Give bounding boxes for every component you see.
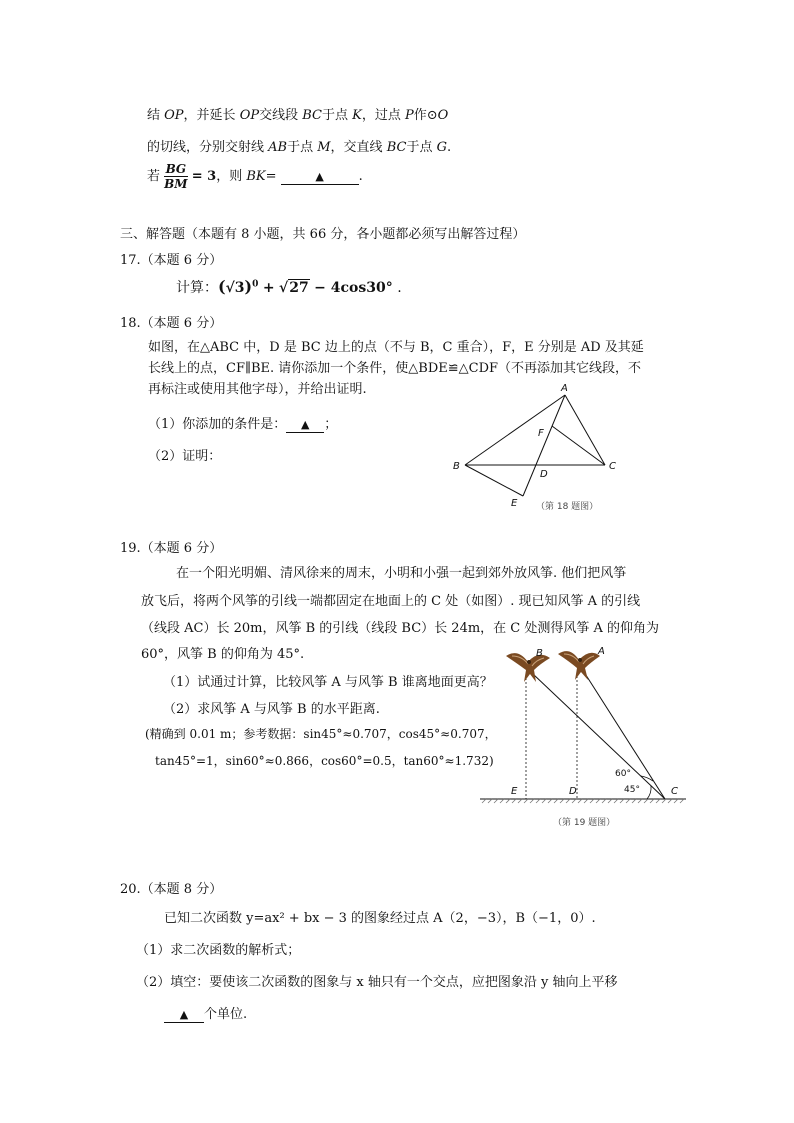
q18-text-1: 如图，在△ABC 中，D 是 BC 边上的点（不与 B，C 重合），F，E 分别是 AD 及其延 (148, 340, 644, 355)
q16-line2: 的切线，分别交射线 AB于点 M，交直线 BC于点 G. (147, 140, 452, 155)
q20-header: 20.（本题 8 分） (120, 882, 223, 897)
q19-kite-figure (478, 636, 693, 832)
q20-sub-1: （1）求二次函数的解析式； (136, 943, 301, 958)
q18-sub-1: （1）你添加的条件是： ▲ ； (148, 417, 338, 432)
q18-text-3: 再标注或使用其他字母），并给出证明. (148, 382, 367, 397)
label-point-d: D (569, 786, 577, 797)
q20-sub-2: （2）填空：要使该二次函数的图象与 x 轴只有一个交点，应把图象沿 y 轴向上平移 (136, 975, 618, 990)
q19-sub-2: （2）求风筝 A 与风筝 B 的水平距离. (163, 702, 380, 717)
label-point-c: C (671, 786, 678, 797)
label-f: F (538, 428, 544, 439)
section-3-title: 三、解答题（本题有 8 小题，共 66 分，各小题都必须写出解答过程） (120, 227, 526, 242)
kite-b-icon (506, 653, 550, 682)
label-a: A (561, 383, 568, 394)
angle-arc-45 (647, 786, 651, 799)
q17-header: 17.（本题 6 分） (120, 253, 223, 268)
answer-blank-16[interactable]: ▲ (281, 169, 359, 185)
label-kite-a: A (598, 646, 605, 657)
label-d: D (540, 469, 548, 480)
q16-condition: 若 $\frac{BG}{BM}$ = 3，则 BK= ▲ . (147, 162, 363, 191)
segment-cf (552, 426, 605, 465)
q16-line1: 结 OP，并延长 OP交线段 BC于点 K，过点 P作⊙O (147, 108, 449, 123)
q18-figure-caption: （第 18 题图） (536, 502, 599, 512)
string-bc (533, 674, 665, 799)
kite-a-icon (558, 651, 600, 680)
q19-text-4: 60°，风筝 B 的仰角为 45°. (141, 647, 305, 662)
q18-triangle-figure (440, 378, 630, 518)
string-ac (584, 672, 665, 799)
ground-hatching (482, 799, 684, 803)
segment-be (465, 465, 523, 496)
label-angle-60: 60° (615, 769, 631, 779)
q19-reference-2: tan45°=1，sin60°≈0.866，cos60°=0.5，tan60°≈1.732) (155, 754, 494, 768)
label-e: E (511, 498, 518, 509)
fraction-bg-over-bm: $\frac{BG}{BM}$ (164, 162, 188, 191)
q17-expression: 计算：$(√3)^0 + √27 - 4\cos 30^\circ$ . (176, 277, 402, 296)
q18-text-2: 长线上的点，CF∥BE. 请你添加一个条件，使△BDE≌△CDF（不再添加其它线段，不 (148, 361, 642, 376)
q19-figure-caption: （第 19 题图） (553, 818, 616, 828)
q19-text-2: 放飞后，将两个风筝的引线一端都固定在地面上的 C 处（如图）. 现已知风筝 A 的引线 (141, 594, 641, 609)
label-b: B (453, 461, 460, 472)
label-point-e: E (511, 786, 518, 797)
answer-blank-18[interactable]: ▲ (286, 417, 324, 433)
q19-header: 19.（本题 6 分） (120, 541, 223, 556)
label-angle-45: 45° (624, 785, 640, 795)
q19-sub-1: （1）试通过计算，比较风筝 A 与风筝 B 谁离地面更高？ (163, 675, 493, 690)
q19-text-1: 在一个阳光明媚、清风徐来的周末，小明和小强一起到郊外放风筝. 他们把风筝 (176, 566, 627, 581)
label-kite-b: B (536, 648, 543, 659)
q20-text-1: 已知二次函数 y=ax² + bx − 3 的图象经过点 A（2，−3），B（−1，0）. (164, 911, 596, 926)
q20-answer-line: ▲ 个单位. (164, 1003, 247, 1023)
q18-header: 18.（本题 6 分） (120, 316, 223, 331)
edge-ac (565, 395, 605, 465)
answer-blank-20[interactable]: ▲ (164, 1007, 204, 1023)
q19-text-3: （线段 AC）长 20m，风筝 B 的引线（线段 BC）长 24m，在 C 处测得风筝 A 的仰角为 (141, 621, 660, 636)
label-c: C (609, 461, 616, 472)
q18-sub-2: （2）证明： (148, 449, 222, 464)
q19-reference-1: (精确到 0.01 m；参考数据：sin45°≈0.707，cos45°≈0.707， (145, 727, 497, 741)
